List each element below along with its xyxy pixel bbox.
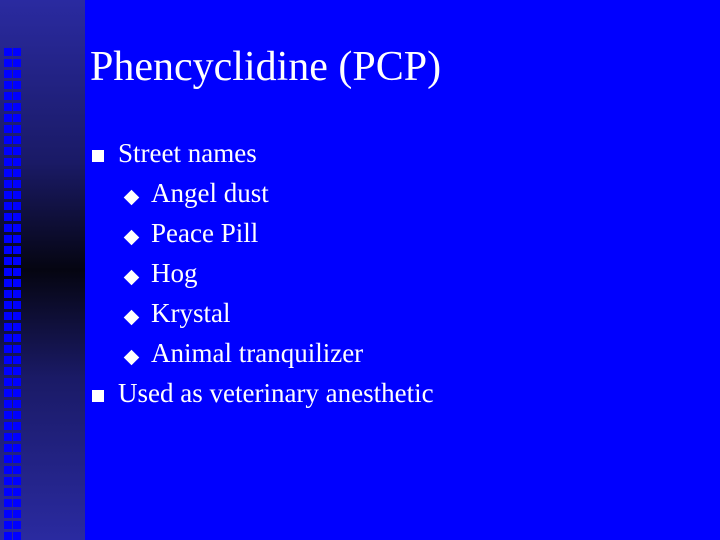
square-bullet-icon bbox=[92, 150, 104, 162]
bullet-text: Street names bbox=[118, 138, 257, 168]
square-bullet-icon bbox=[92, 390, 104, 402]
diamond-bullet-icon bbox=[124, 270, 140, 286]
slide-title: Phencyclidine (PCP) bbox=[90, 44, 442, 90]
sub-bullet-text: Krystal bbox=[151, 298, 231, 328]
decorative-square-column-right bbox=[13, 48, 21, 540]
bullet-text: Used as veterinary anesthetic bbox=[118, 378, 434, 408]
decorative-square-column-left bbox=[4, 48, 12, 540]
diamond-bullet-icon bbox=[124, 190, 140, 206]
diamond-bullet-icon bbox=[124, 350, 140, 366]
sub-bullet-text: Animal tranquilizer bbox=[151, 338, 364, 368]
sub-bullet-text: Peace Pill bbox=[151, 218, 259, 248]
diamond-bullet-icon bbox=[124, 230, 140, 246]
sub-bullet-text: Angel dust bbox=[151, 178, 269, 208]
diamond-bullet-icon bbox=[124, 310, 140, 326]
sub-bullet-text: Hog bbox=[151, 258, 198, 288]
